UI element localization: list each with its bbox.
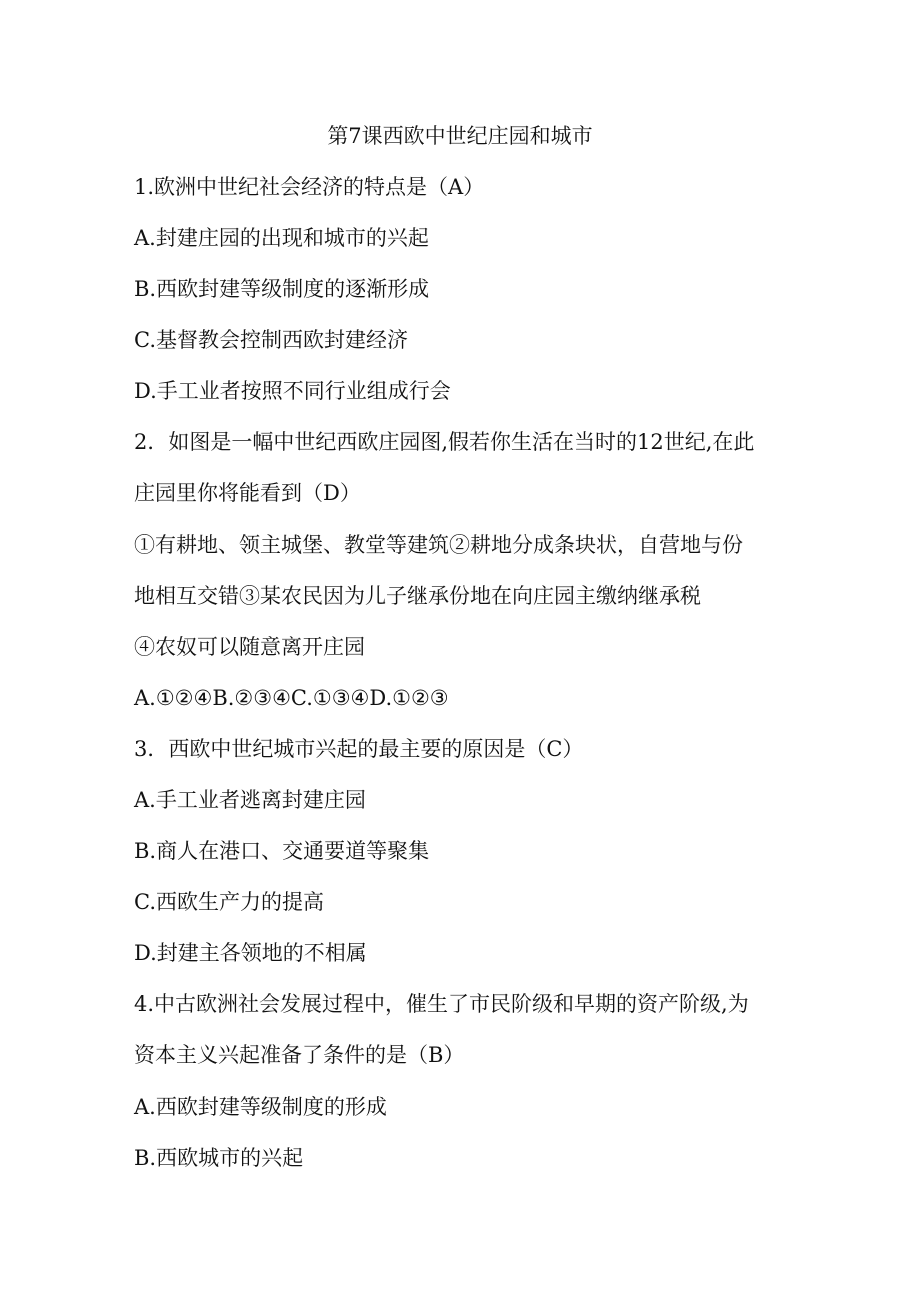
question-2-options: A.①②④B.②③④C.①③④D.①②③ [134, 686, 449, 710]
page-title: 第7课西欧中世纪庄园和城市 [327, 124, 593, 148]
question-3-option-b: B.商人在港口、交通要道等聚集 [134, 839, 430, 863]
question-1-option-d: D.手工业者按照不同行业组成行会 [134, 379, 451, 403]
question-4-line-2: 资本主义兴起准备了条件的是（B） [134, 1043, 465, 1067]
question-4-option-a: A.西欧封建等级制度的形成 [134, 1095, 387, 1119]
question-1-option-b: B.西欧封建等级制度的逐渐形成 [134, 277, 430, 301]
question-2-line-1: 2．如图是一幅中世纪西欧庄园图,假若你生活在当时的12世纪,在此 [134, 430, 755, 454]
question-1-option-a: A.封建庄园的出现和城市的兴起 [134, 226, 429, 250]
question-1-option-c: C.基督教会控制西欧封建经济 [134, 328, 408, 352]
question-3-option-d: D.封建主各领地的不相属 [134, 941, 367, 965]
question-1: 1.欧洲中世纪社会经济的特点是（A） [134, 175, 485, 199]
question-3: 3．西欧中世纪城市兴起的最主要的原因是（C） [134, 737, 584, 761]
question-2-statements-line-2: 地相互交错③某农民因为儿子继承份地在向庄园主缴纳继承税 [134, 584, 701, 608]
question-2-statements-line-1: ①有耕地、领主城堡、教堂等建筑②耕地分成条块状，自营地与份 [134, 533, 743, 557]
question-3-option-a: A.手工业者逃离封建庄园 [134, 788, 366, 812]
question-2-statements-line-3: ④农奴可以随意离开庄园 [134, 635, 365, 659]
question-3-option-c: C.西欧生产力的提高 [134, 890, 324, 914]
question-2-line-2: 庄园里你将能看到（D） [134, 481, 361, 505]
question-4-option-b: B.西欧城市的兴起 [134, 1146, 304, 1170]
question-4-line-1: 4.中古欧洲社会发展过程中，催生了市民阶级和早期的资产阶级,为 [134, 992, 749, 1016]
